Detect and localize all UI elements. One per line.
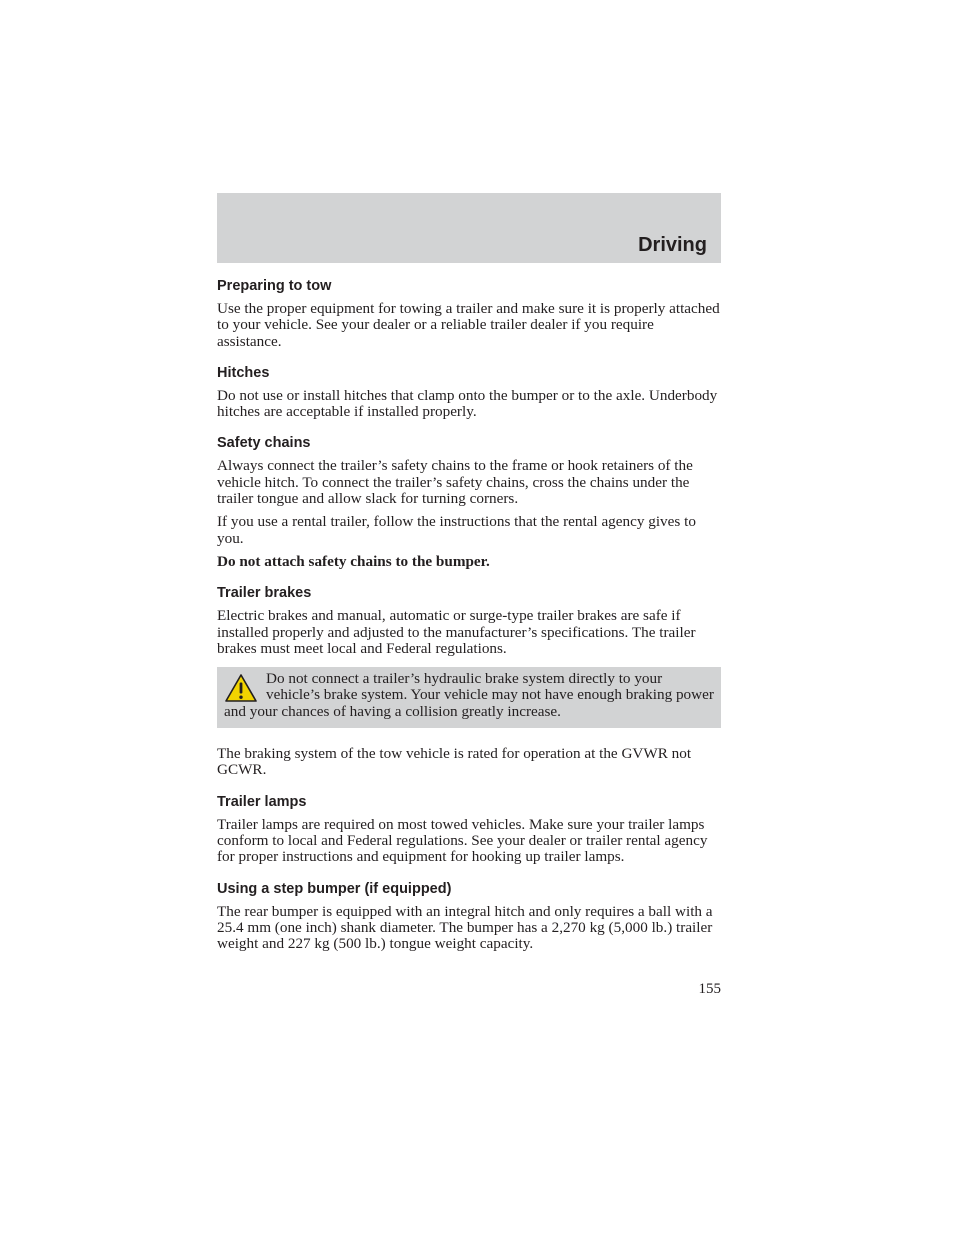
heading-trailer-lamps: Trailer lamps <box>217 793 307 810</box>
heading-trailer-brakes: Trailer brakes <box>217 585 312 602</box>
heading-preparing-to-tow: Preparing to tow <box>217 278 332 294</box>
bold-notice: Do not attach safety chains to the bumper. <box>217 552 490 570</box>
paragraph: If you use a rental trailer, follow the instructions that the rental agency gives to you. <box>217 513 696 547</box>
section-header-band <box>217 193 721 263</box>
heading-hitches: Hitches <box>217 364 270 381</box>
paragraph: The braking system of the tow vehicle is rated for operation at the GVWR not GCWR. <box>217 745 692 779</box>
warning-triangle-icon <box>224 673 258 703</box>
paragraph: Always connect the trailer’s safety chains to the frame or hook retainers of the vehicle hitch. To connect the trailer’s safety chains, cross the chains under the trailer tongue and allow slack for turning corners. <box>217 457 693 508</box>
paragraph: Electric brakes and manual, automatic or surge-type trailer brakes are safe if installed properly and adjusted to the manufacturer’s specifications. The trailer brakes must meet local and Federal regulations. <box>217 607 696 657</box>
page-content <box>217 277 721 959</box>
heading-step-bumper: Using a step bumper (if equipped) <box>217 880 452 897</box>
paragraph: Use the proper equipment for towing a trailer and make sure it is properly attached to your vehicle. See your dealer or a reliable trailer dealer if you require assistance. <box>217 300 720 350</box>
paragraph: Do not use or install hitches that clamp onto the bumper or to the axle. Underbody hitches are acceptable if installed properly. <box>217 386 718 421</box>
paragraph: Trailer lamps are required on most towed vehicles. Make sure your trailer lamps conform to local and Federal regulations. See your dealer or trailer rental agency for proper instructions and equipment for hooking up trailer lamps. <box>217 815 708 866</box>
paragraph: The rear bumper is equipped with an integral hitch and only requires a ball with a 25.4 mm (one inch) shank diameter. The bumper has a 2,270 kg (5,000 lb.) trailer weight and 227 kg (500 lb.) tongue weight capacity. <box>217 902 713 953</box>
heading-safety-chains: Safety chains <box>217 435 311 452</box>
section-title: Driving <box>638 234 707 256</box>
warning-box <box>217 667 721 728</box>
page-number: 155 <box>698 981 721 997</box>
warning-text: Do not connect a trailer’s hydraulic brake system directly to your vehicle’s brake system. Your vehicle may not have enough braking power and your chances of having a collision greatly increase. <box>224 670 714 720</box>
